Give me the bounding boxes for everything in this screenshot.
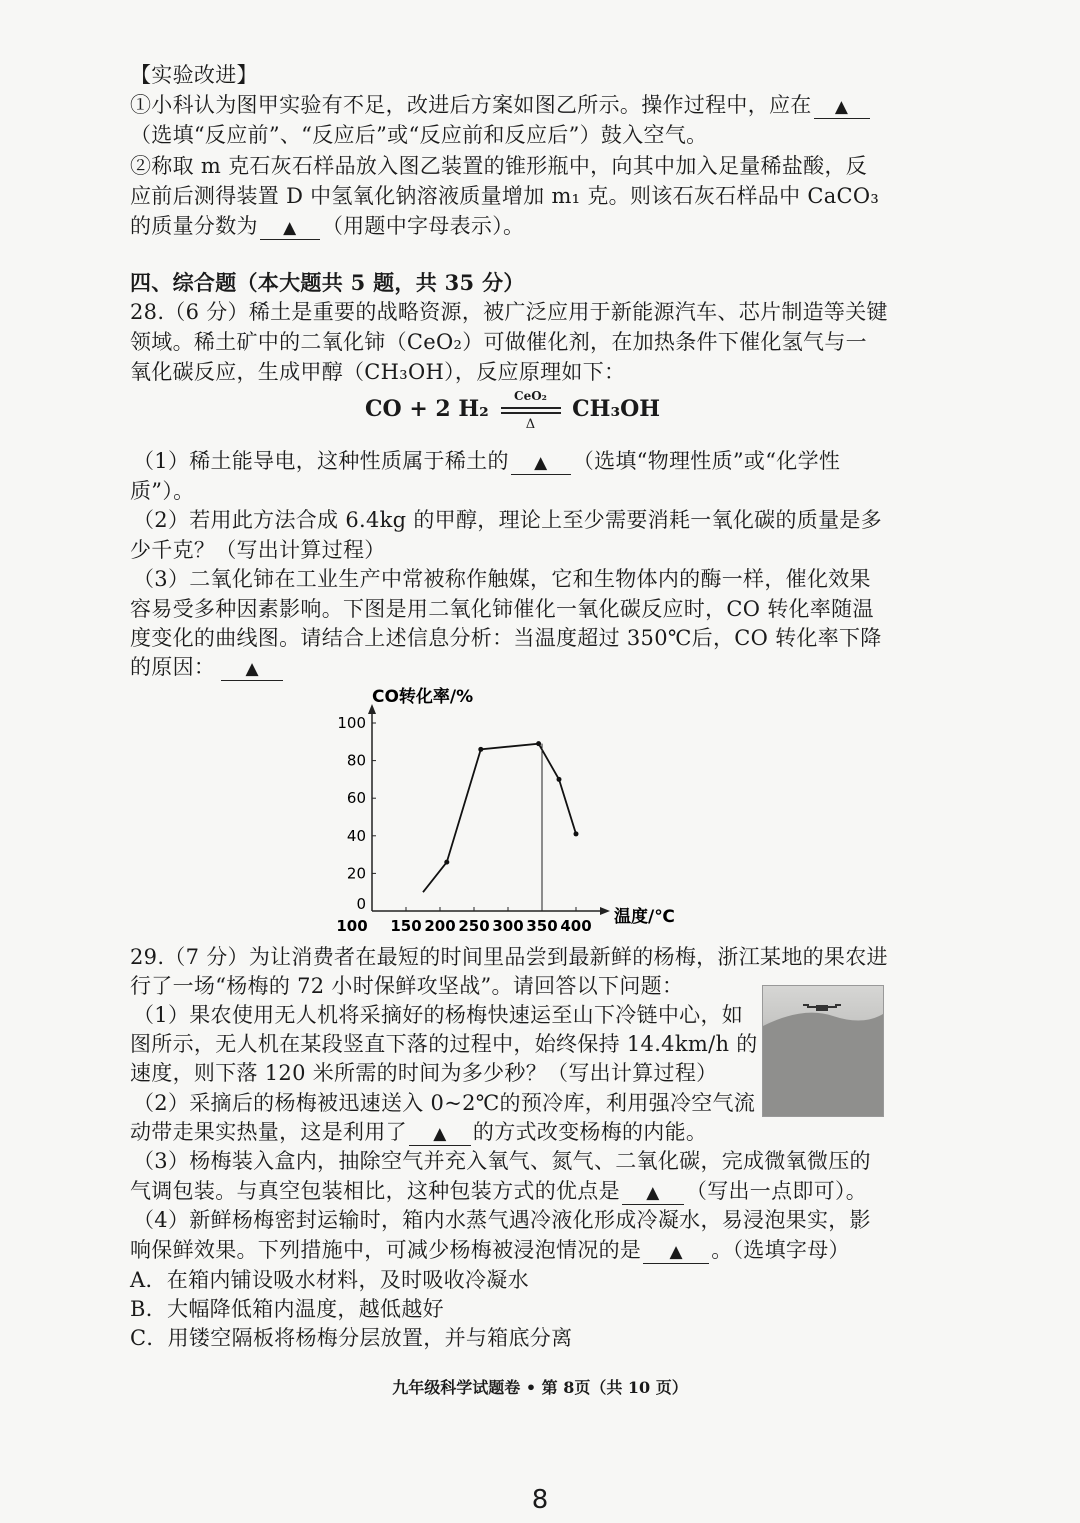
answer-blank-3[interactable] [511, 450, 571, 475]
q29-part-3-tail: （写出一点即可）。 [685, 1179, 868, 1203]
improve-line-1 [130, 90, 872, 120]
answer-blank-4[interactable] [221, 656, 283, 681]
y-tick-label: 100 [337, 714, 366, 732]
q29-part-2-l2-text: 动带走果实热量，这是利用了 [130, 1120, 407, 1144]
q29-part-4: （4）新鲜杨梅密封运输时，箱内水蒸气遇冷液化形成冷凝水，易浸泡果实，影 [133, 1208, 871, 1232]
answer-blank-7[interactable] [643, 1239, 709, 1264]
reaction-equation [365, 389, 661, 432]
q28-part-3-l4 [130, 652, 285, 682]
q29-part-3-l2-text: 气调包装。与真空包装相比，这种包装方式的优点是 [130, 1179, 620, 1203]
q28-part-2-cont: 少千克？（写出计算过程） [130, 538, 386, 562]
data-point [444, 860, 449, 865]
q28-line-2: 领域。稀土矿中的二氧化铈（CeO₂）可做催化剂，在加热条件下催化氢气与一 [130, 330, 867, 354]
drone-photo [762, 985, 884, 1117]
answer-blank-6[interactable] [622, 1180, 684, 1205]
y-tick-label: 0 [356, 895, 366, 913]
equation-left: CO + 2 H₂ [365, 396, 489, 422]
q28-line-1: 28.（6 分）稀土是重要的战略资源，被广泛应用于新能源汽车、芯片制造等关键 [130, 300, 888, 324]
y-tick-label: 80 [346, 751, 366, 770]
improve-line-3: ②称取 m 克石灰石样品放入图乙装置的锥形瓶中，向其中加入足量稀盐酸，反 [130, 154, 868, 178]
improve-line-1-text: ①小科认为图甲实验有不足，改进后方案如图乙所示。操作过程中，应在 [130, 93, 812, 117]
blank-triangle-icon: ▲ [669, 1242, 683, 1262]
y-tick-label: 60 [346, 789, 366, 808]
data-point [557, 777, 562, 782]
x-tick-label: 300 [492, 917, 524, 935]
improve-line-5-tail: （用题中字母表示）。 [321, 214, 525, 238]
blank-triangle-icon: ▲ [283, 218, 297, 238]
q29-part-1-l2: 图所示，无人机在某段竖直下落的过程中，始终保持 14.4km/h 的 [130, 1032, 758, 1056]
q28-part-2: （2）若用此方法合成 6.4kg 的甲醇，理论上至少需要消耗一氧化碳的质量是多 [133, 508, 882, 532]
x-tick-label: 150 [390, 917, 422, 935]
q29-part-1: （1）果农使用无人机将采摘好的杨梅快速运至山下冷链中心，如 [133, 1003, 744, 1027]
improve-line-5-text: 的质量分数为 [130, 214, 258, 238]
blank-triangle-icon: ▲ [834, 97, 849, 117]
chart-axes [368, 704, 610, 915]
x-tick-label: 200 [424, 917, 456, 935]
q28-part-3-l4-text: 的原因： [130, 655, 216, 679]
q29-part-3-l2 [130, 1176, 867, 1206]
q29-line-1: 29.（7 分）为让消费者在最短的时间里品尝到最新鲜的杨梅，浙江某地的果农进 [130, 945, 888, 969]
x-tick-label: 250 [458, 917, 490, 935]
q29-part-4-l2 [130, 1235, 850, 1265]
equation-arrow [501, 389, 561, 432]
q29-line-2: 行了一场“杨梅的 72 小时保鲜攻坚战”。请回答以下问题： [130, 974, 684, 998]
answer-blank-5[interactable] [409, 1121, 471, 1146]
data-point [536, 741, 541, 746]
q29-part-2: （2）采摘后的杨梅被迅速送入 0~2℃的预冷库，利用强冷空气流 [133, 1091, 756, 1115]
x-axis-arrow-icon [600, 907, 610, 915]
conversion-line [423, 744, 576, 893]
page-number: 8 [531, 1485, 549, 1515]
drone-icon [763, 986, 883, 1116]
improve-line-5 [130, 211, 524, 241]
section-heading-improve: 【实验改进】 [130, 63, 258, 87]
data-point [574, 831, 579, 836]
answer-blank-1[interactable] [814, 94, 870, 119]
equation-condition: Δ [525, 417, 536, 432]
answer-blank-2[interactable] [260, 215, 320, 240]
x-tick-label: 100 [336, 917, 368, 935]
q29-option-a[interactable]: A．在箱内铺设吸水材料，及时吸收冷凝水 [130, 1268, 529, 1292]
y-tick-label: 40 [346, 826, 366, 845]
chart-y-axis-label: CO转化率/% [372, 687, 474, 707]
improve-line-2: （选填“反应前”、“反应后”或“反应前和反应后”）鼓入空气。 [130, 123, 708, 147]
blank-triangle-icon: ▲ [534, 453, 548, 473]
q29-part-2-l2 [130, 1117, 707, 1147]
chart-x-axis-label: 温度/℃ [614, 907, 675, 927]
q29-option-b[interactable]: B．大幅降低箱内温度，越低越好 [130, 1297, 444, 1321]
q28-part-1-text: （1）稀土能导电，这种性质属于稀土的 [133, 449, 509, 473]
section-heading-4: 四、综合题（本大题共 5 题，共 35 分） [130, 270, 525, 295]
equation-catalyst: CeO₂ [514, 389, 547, 403]
q29-option-c[interactable]: C．用镂空隔板将杨梅分层放置，并与箱底分离 [130, 1326, 573, 1350]
q28-part-1 [133, 446, 840, 476]
blank-triangle-icon: ▲ [646, 1183, 660, 1203]
page-footer: 九年级科学试题卷 • 第 8页（共 10 页） [392, 1378, 688, 1397]
q28-part-3: （3）二氧化铈在工业生产中常被称作触媒，它和生物体内的酶一样，催化效果 [133, 567, 871, 591]
q28-part-1-tail: （选填“物理性质”或“化学性 [572, 449, 841, 473]
co-conversion-chart [0, 680, 1080, 940]
improve-line-4: 应前后测得装置 D 中氢氧化钠溶液质量增加 m₁ 克。则该石灰石样品中 CaCO₃ [130, 184, 880, 208]
x-tick-label: 350 [526, 917, 558, 935]
q29-part-4-tail: 。（选填字母） [711, 1238, 850, 1262]
q29-part-3: （3）杨梅装入盒内，抽除空气并充入氧气、氮气、二氧化碳，完成微氧微压的 [133, 1149, 871, 1173]
q28-part-3-l3: 度变化的曲线图。请结合上述信息分析：当温度超过 350℃后，CO 转化率下降 [130, 626, 882, 650]
q28-part-3-l2: 容易受多种因素影响。下图是用二氧化铈催化一氧化碳反应时，CO 转化率随温 [130, 597, 874, 621]
q29-part-1-l3: 速度，则下落 120 米所需的时间为多少秒？（写出计算过程） [130, 1061, 718, 1085]
q28-part-1-cont: 质”）。 [130, 479, 195, 503]
equation-right: CH₃OH [572, 396, 661, 422]
chart-series [423, 741, 579, 911]
q29-part-4-l2-text: 响保鲜效果。下列措施中，可减少杨梅被浸泡情况的是 [130, 1238, 642, 1262]
y-tick-label: 20 [346, 864, 366, 883]
q29-part-2-tail: 的方式改变杨梅的内能。 [472, 1120, 708, 1144]
blank-triangle-icon: ▲ [245, 659, 259, 679]
x-tick-label: 400 [560, 917, 592, 935]
data-point [478, 747, 483, 752]
chart-ticks [336, 714, 591, 935]
blank-triangle-icon: ▲ [433, 1124, 447, 1144]
q28-line-3: 氧化碳反应，生成甲醇（CH₃OH），反应原理如下： [130, 360, 626, 384]
